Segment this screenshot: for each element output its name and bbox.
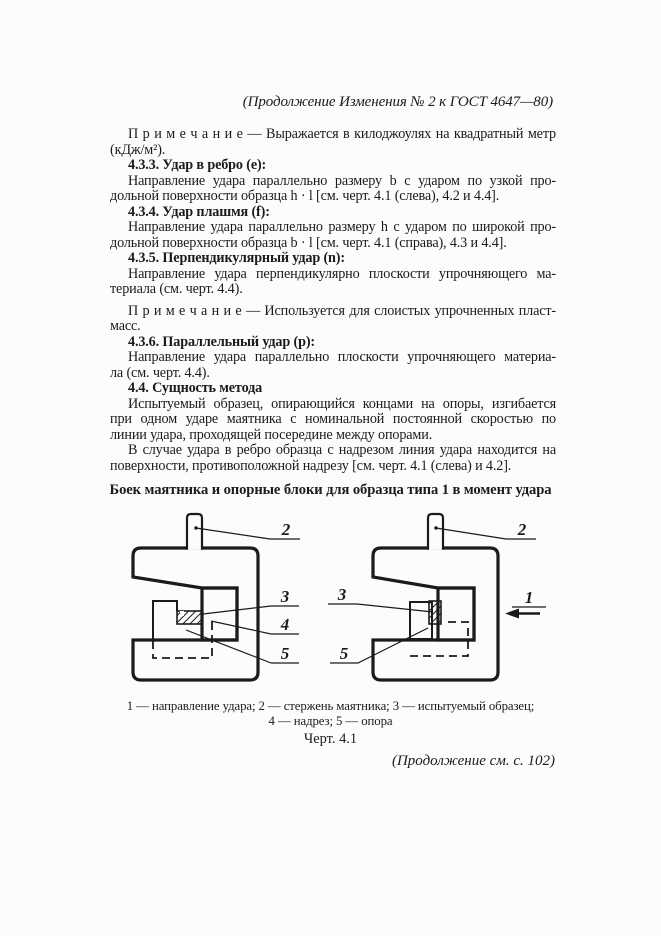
text-line: Направление удара перпендикулярно плоскости упрочняющего ма-	[128, 266, 556, 282]
caption-line: 1 — направление удара; 2 — стержень маятника; 3 — испытуемый образец;	[126, 699, 535, 713]
figure-caption	[80, 699, 581, 729]
note-paragraph	[110, 127, 556, 158]
text-line: Испытуемый образец, опирающийся концами на опоры, изгибается	[128, 396, 556, 412]
text-line: линии удара, проходящей посередине между опорами.	[110, 427, 433, 443]
left-striker-figure	[133, 514, 300, 680]
text-line: поверхности, противоположной надрезу [см. черт. 4.1 (слева) и 4.2].	[110, 458, 512, 474]
callout-1: 1	[524, 588, 534, 607]
callout-5: 5	[339, 644, 349, 663]
body-text	[110, 121, 556, 474]
text-line: (кДж/м²).	[110, 142, 166, 158]
section-4-4	[110, 381, 556, 474]
text-line: ла (см. черт. 4.4).	[110, 365, 210, 381]
figure-number: Черт. 4.1	[303, 731, 358, 747]
section-heading: 4.4. Сущность метода	[128, 381, 263, 396]
section-4-3-5	[110, 251, 556, 298]
section-4-3-6	[110, 335, 556, 382]
text-line: В случае удара в ребро образца с надрезом линия удара находится на	[128, 443, 556, 458]
pendulum-stem	[428, 514, 443, 550]
right-striker-figure	[328, 514, 546, 680]
callout-4: 4	[280, 615, 290, 634]
impact-direction-arrow	[505, 609, 540, 619]
section-heading: 4.3.4. Удар плашмя (f):	[128, 204, 270, 220]
text-line: дольной поверхности образца h · l [см. черт. 4.1 (слева), 4.2 и 4.4].	[110, 189, 500, 204]
callout-3: 3	[337, 585, 347, 604]
callout-2: 2	[281, 520, 291, 539]
text-line: Направление удара параллельно размеру h с ударом по широкой про-	[128, 220, 556, 235]
section-heading: 4.3.5. Перпендикулярный удар (n):	[128, 251, 345, 266]
pendulum-striker-diagram	[95, 506, 565, 702]
pendulum-stem	[187, 514, 202, 550]
notch-cut	[180, 611, 184, 616]
continuation-header: (Продолжение Изменения № 2 к ГОСТ 4647—80)	[242, 94, 553, 110]
note-paragraph	[110, 304, 556, 335]
specimen-hatched	[429, 601, 441, 624]
section-heading: 4.3.6. Параллельный удар (p):	[128, 334, 315, 350]
text-line: П р и м е ч а н и е — Выражается в килоджоулях на квадратный метр	[128, 127, 556, 142]
text-line: Направление удара параллельно размеру b с ударом по узкой про-	[128, 173, 556, 189]
figure-title: Боек маятника и опорные блоки для образца типа 1 в момент удара	[109, 482, 552, 498]
callout-3: 3	[280, 587, 290, 606]
callout-2: 2	[517, 520, 527, 539]
caption-line: 4 — надрез; 5 — опора	[268, 714, 393, 728]
text-line: Направление удара параллельно плоскости упрочняющего материа-	[128, 350, 556, 365]
text-line: П р и м е ч а н и е — Используется для слоистых упрочненных пласт-	[128, 303, 556, 319]
text-line: териала (см. черт. 4.4).	[110, 282, 243, 297]
section-heading: 4.3.3. Удар в ребро (e):	[128, 158, 267, 173]
text-line: дольной поверхности образца b · l [см. черт. 4.1 (справа), 4.3 и 4.4].	[110, 235, 507, 251]
support-block	[153, 601, 177, 639]
text-line: масс.	[110, 319, 141, 334]
callout-5: 5	[280, 644, 290, 663]
text-line: при одном ударе маятника с номинальной постоянной скоростью по	[110, 412, 556, 427]
section-4-3-4	[110, 205, 556, 252]
section-4-3-3	[110, 158, 556, 205]
continuation-footer: (Продолжение см. с. 102)	[391, 753, 555, 769]
